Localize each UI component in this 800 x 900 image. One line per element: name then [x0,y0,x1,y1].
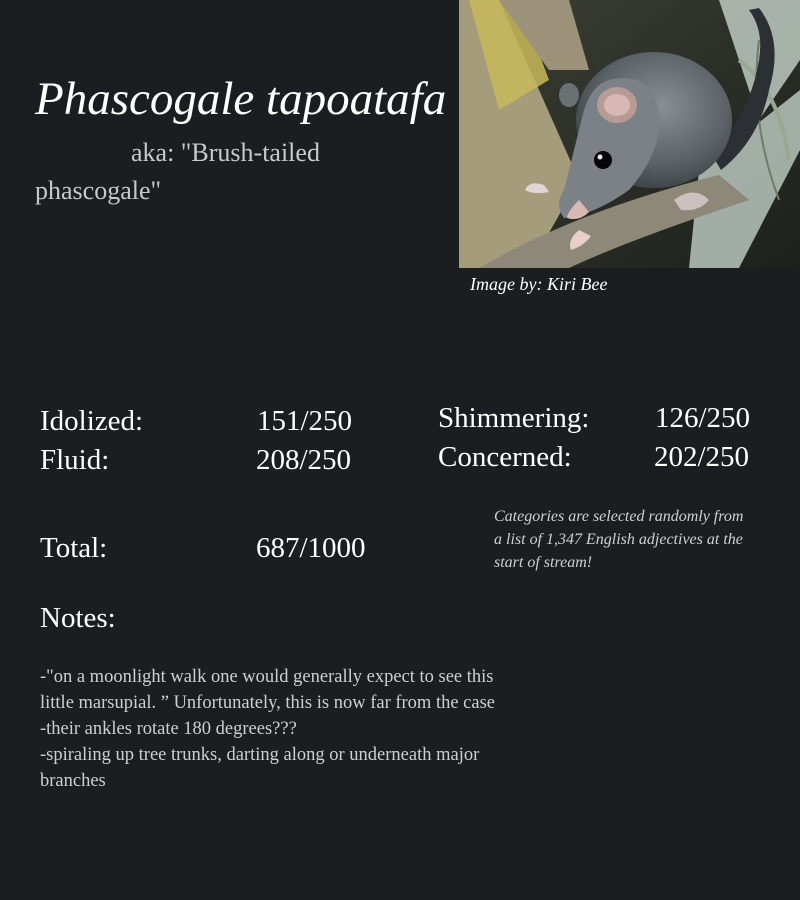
score-label-shimmering: Shimmering: [438,402,590,434]
categories-note: Categories are selected randomly from a list of 1,347 English adjectives at the start of stream! [494,508,744,571]
total-label: Total: [40,532,108,564]
image-credit: Image by: Kiri Bee [470,274,608,294]
note-item: -their ankles rotate 180 degrees??? [40,719,297,739]
total-value: 687/1000 [256,532,366,564]
note-item: -"on a moonlight walk one would generally expect to see this little marsupial. ” Unfortunately, this is now far from the case [40,667,496,713]
animal-photo [459,0,800,268]
notes-list [40,664,510,794]
score-value-concerned: 202/250 [654,441,750,473]
score-value-shimmering: 126/250 [655,402,751,434]
scientific-name: Phascogale tapoatafa [35,73,447,125]
score-value-fluid: 208/250 [256,444,352,476]
score-value-idolized: 151/250 [257,405,353,437]
note-item: -spiraling up tree trunks, darting along or underneath major branches [40,745,480,791]
notes-heading: Notes: [40,602,116,634]
score-label-fluid: Fluid: [40,444,110,476]
common-name: aka: "Brush-tailed phascogale" [35,138,320,205]
score-label-idolized: Idolized: [40,405,144,437]
score-label-concerned: Concerned: [438,441,572,473]
